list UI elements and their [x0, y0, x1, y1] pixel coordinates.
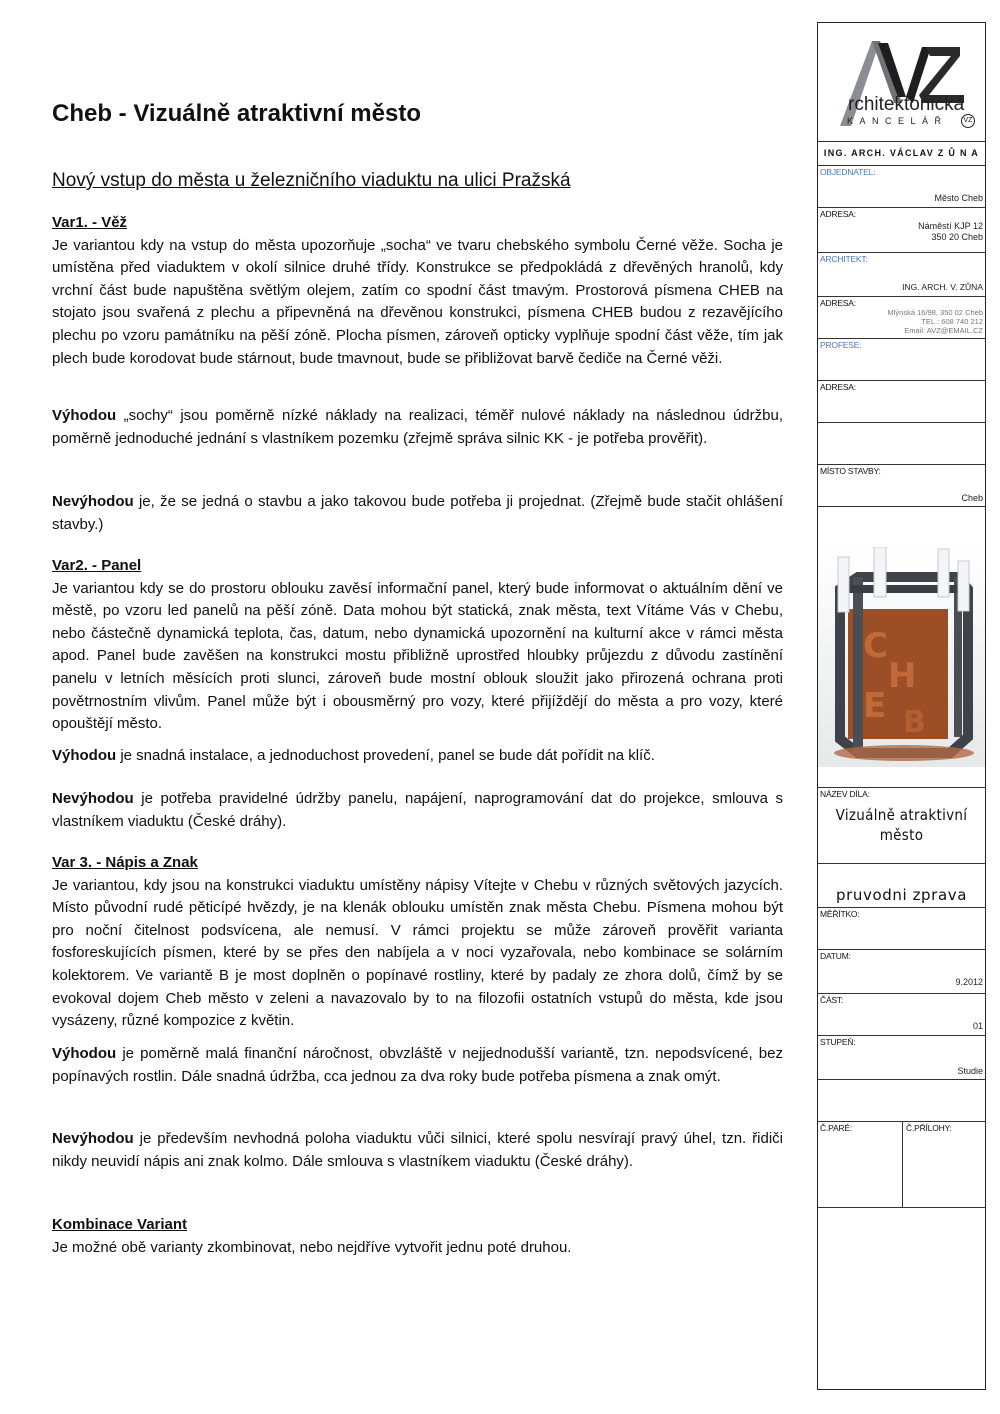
- paragraph-lead: Nevýhodou: [52, 493, 134, 510]
- section-var1-advantage: [52, 405, 783, 450]
- section-heading: Var1. - Věž: [52, 214, 128, 231]
- client-address-row: [818, 207, 985, 252]
- stage-value: Studie: [957, 1066, 983, 1076]
- empty-bottom-area: [818, 1207, 985, 1389]
- paragraph: [52, 405, 783, 450]
- scale-label: MĚŘÍTKO:: [820, 909, 860, 919]
- paragraph-lead: Nevýhodou: [52, 790, 134, 807]
- svg-text:C: C: [863, 626, 888, 666]
- logo-text-line1: rchitektonická: [848, 94, 965, 115]
- paragraph: [52, 578, 783, 736]
- paragraph: [52, 491, 783, 536]
- paragraph-lead: Výhodou: [52, 1045, 117, 1062]
- section-heading: Var2. - Panel: [52, 557, 142, 574]
- paragraph: [52, 1237, 783, 1260]
- paragraph-text: Je možné obě varianty zkombinovat, nebo nejdříve vytvořit jednu poté druhou.: [52, 1238, 572, 1256]
- section-var2: [52, 555, 783, 736]
- stage-label: STUPEŇ:: [820, 1037, 856, 1047]
- architect-row: [818, 252, 985, 296]
- client-address-line1: Náměstí KJP 12: [918, 221, 983, 231]
- svg-text:B: B: [903, 705, 926, 740]
- attachments-label: Č.PŘÍLOHY:: [906, 1123, 952, 1133]
- work-name-line2: město: [879, 826, 924, 844]
- stage-row: [818, 1035, 985, 1079]
- site-value: Cheb: [961, 493, 983, 503]
- paragraph-lead: Výhodou: [52, 747, 117, 764]
- work-name-row: [818, 787, 985, 863]
- paragraph: [52, 1043, 783, 1088]
- site-label: MÍSTO STAVBY:: [820, 466, 881, 476]
- empty-row-2: [818, 1079, 985, 1121]
- logo-badge: VZ: [961, 114, 975, 128]
- paragraph-text: je především nevhodná poloha viaduktu vůči silnici, které spolu nesvírají pravý úhel, tzn. řidiči nikdy neuvidí nápis ani znak kolmo. Dále smlouva s vlastníkem viaduktu (České dráhy).: [52, 1130, 783, 1170]
- paragraph: [52, 235, 783, 371]
- architect-address-line1: Mlýnská 16/98, 350 02 Cheb: [887, 308, 983, 317]
- architect-value: ING. ARCH. V. ZŮNA: [902, 282, 983, 292]
- copies-row: [818, 1121, 985, 1207]
- paragraph-text: „sochy“ jsou poměrně nízké náklady na realizaci, téměř nulové náklady na následnou údržbu, poměrně jednoduché jednání s vlastníkem pozemku (zřejmě správa silnic KK - je potřeba prověřit).: [52, 407, 783, 447]
- section-var2-advantage: [52, 745, 783, 768]
- paragraph: [52, 788, 783, 833]
- section-combination: [52, 1214, 783, 1259]
- date-row: [818, 949, 985, 993]
- paragraph: [52, 875, 783, 1033]
- paragraph-lead: Výhodou: [52, 407, 117, 424]
- profession-address-row: [818, 380, 985, 422]
- section-heading: Kombinace Variant: [52, 1216, 188, 1233]
- architect-address-line2: TEL.: 608 740 212: [921, 317, 983, 326]
- client-address-line2: 350 20 Cheb: [931, 232, 983, 242]
- architect-address-line3: Email: AVZ@EMAIL.CZ: [904, 326, 983, 335]
- client-address-label: ADRESA:: [820, 209, 856, 219]
- client-label: OBJEDNATEL:: [820, 167, 876, 177]
- paragraph-text: Je variantou, kdy jsou na konstrukci viaduktu umístěny nápisy Vítejte v Chebu v různých světových jazycích. Místo původní rudé pěticípé hvězdy, je na klenák oblouku umístěn znak města Chebu. Písmena mohou být pro noční čitelnost podsvícena, ale nemusí. V rámci projektu se může zároveň prověřit varianta fosforeskujících písmen, které by se přes den nabíjela a v noci vyzařovala, nebo kombinace se solárním kolektorem. Ve variantě B je most doplněn o popínavé rostliny, které by padaly ze zhora dolů, čímž by se evokoval dojem Cheb město v zeleni a navazovalo by to na filozofii ostatních vstupů do města, kde jsou vysázeny, různé kompozice z květin.: [52, 876, 783, 1030]
- profession-row: [818, 338, 985, 380]
- title-block: [817, 22, 986, 1390]
- empty-row: [818, 422, 985, 464]
- paragraph: [52, 745, 783, 768]
- architect-address-row: [818, 296, 985, 338]
- paragraph-text: je poměrně malá finanční náročnost, obvzláště v nejjednodušší variantě, tzn. nepodsvícené, bez popínavých rostlin. Dále snadná údržba, cca jednou za dva roky bude potřeba písmena a znak omýt.: [52, 1045, 783, 1085]
- svg-text:E: E: [863, 686, 887, 726]
- section-var2-disadvantage: [52, 788, 783, 833]
- section-var3-disadvantage: [52, 1128, 783, 1173]
- section-var3: [52, 852, 783, 1033]
- paragraph-text: Je variantou kdy na vstup do města upozorňuje „socha“ ve tvaru chebského symbolu Černé věže. Socha je umístěna před viaduktem v okolí silnice druhé třídy. Konstrukce se předpokládá z dřevěných hranolů, kdy vrchní část bude napuštěna světlým olejem, zatím co spodní část tmavým. Prostorová písmena CHEB na stojato jsou svařená z plechu a připevněná na dřevěnou konstrukci, písmena CHEB budou z rezavějícího plechu po vzoru památníku na pěší zóně. Plocha písmen, zároveň opticky vyplňuje spodní část věže, tím jak plech bude korodovat bude stárnout, bude tmavnout, bude se přibližovat barvě čediče na Černé věži.: [52, 236, 783, 367]
- svg-text:H: H: [888, 656, 917, 696]
- part-label: ČÁST:: [820, 995, 844, 1005]
- document-title: Cheb - Vizuálně atraktivní město: [52, 100, 421, 127]
- document-subtitle: Nový vstup do města u železničního viaduktu na ulici Pražská: [52, 170, 571, 191]
- document-kind: pruvodni zprava: [835, 886, 968, 904]
- profession-label: PROFESE:: [820, 340, 862, 350]
- section-var1: [52, 212, 783, 370]
- client-value: Město Cheb: [934, 193, 983, 203]
- scale-row: [818, 907, 985, 949]
- copies-divider: [902, 1122, 903, 1208]
- paragraph-text: je potřeba pravidelné údržby panelu, napájení, naprogramování dat do projekce, smlouva s vlastníkem viaduktu (České dráhy).: [52, 790, 783, 830]
- client-row: [818, 165, 985, 207]
- doc-kind-row: [818, 863, 985, 907]
- architect-label: ARCHITEKT:: [820, 254, 868, 264]
- company-logo: [818, 23, 985, 141]
- section-var1-disadvantage: [52, 491, 783, 536]
- paragraph-text: je snadná instalace, a jednoduchost provedení, panel se bude dát pořídit na klíč.: [116, 747, 655, 764]
- date-value: 9.2012: [955, 977, 983, 987]
- architect-address-label: ADRESA:: [820, 298, 856, 308]
- render-row: [818, 506, 985, 787]
- date-label: DATUM:: [820, 951, 851, 961]
- work-name-line1: Vizuálně atraktivní: [835, 806, 968, 824]
- site-row: [818, 464, 985, 506]
- paragraph-text: je, že se jedná o stavbu a jako takovou bude potřeba ji projednat. (Zřejmě bude stačit ohlášení stavby.): [52, 493, 783, 533]
- paragraph: [52, 1128, 783, 1173]
- part-value: 01: [972, 1021, 983, 1031]
- paragraph-text: Je variantou kdy se do prostoru oblouku zavěsí informační panel, který bude informovat o aktuálním dění ve městě, po vzoru led panelů na pěší zóně. Data mohou být statická, znak města, text Vítáme Vás v Chebu, nebo částečně dynamická teplota, čas, datum, nebo dynamická upozornění na kulturní akce v rámci města apod. Panel bude zavěšen na konstrukci mostu přibližně uprostřed hloubky průjezdu z důvodu zastínění panelu v letních měsících proti slunci, zároveň bude mostní oblouk sloužit jako přirozená ochrana proti povětrnostním vlivům. Panel může být i obousměrný pro vozy, které přijíždějí do města a pro vozy, které opouštějí město.: [52, 579, 783, 733]
- architect-header-row: [818, 141, 985, 165]
- architect-header: ING. ARCH. VÁCLAV Z Ů N A: [823, 148, 980, 158]
- section-heading: Var 3. - Nápis a Znak: [52, 854, 198, 871]
- logo-text-line2: KANCELÁŘ: [847, 116, 948, 126]
- profession-address-label: ADRESA:: [820, 382, 856, 392]
- work-name-label: NÁZEV DÍLA:: [820, 789, 870, 799]
- part-row: [818, 993, 985, 1035]
- tower-render-image: [818, 547, 985, 767]
- paragraph-lead: Nevýhodou: [52, 1130, 134, 1147]
- copies-label: Č.PARÉ:: [820, 1123, 852, 1133]
- section-var3-advantage: [52, 1043, 783, 1088]
